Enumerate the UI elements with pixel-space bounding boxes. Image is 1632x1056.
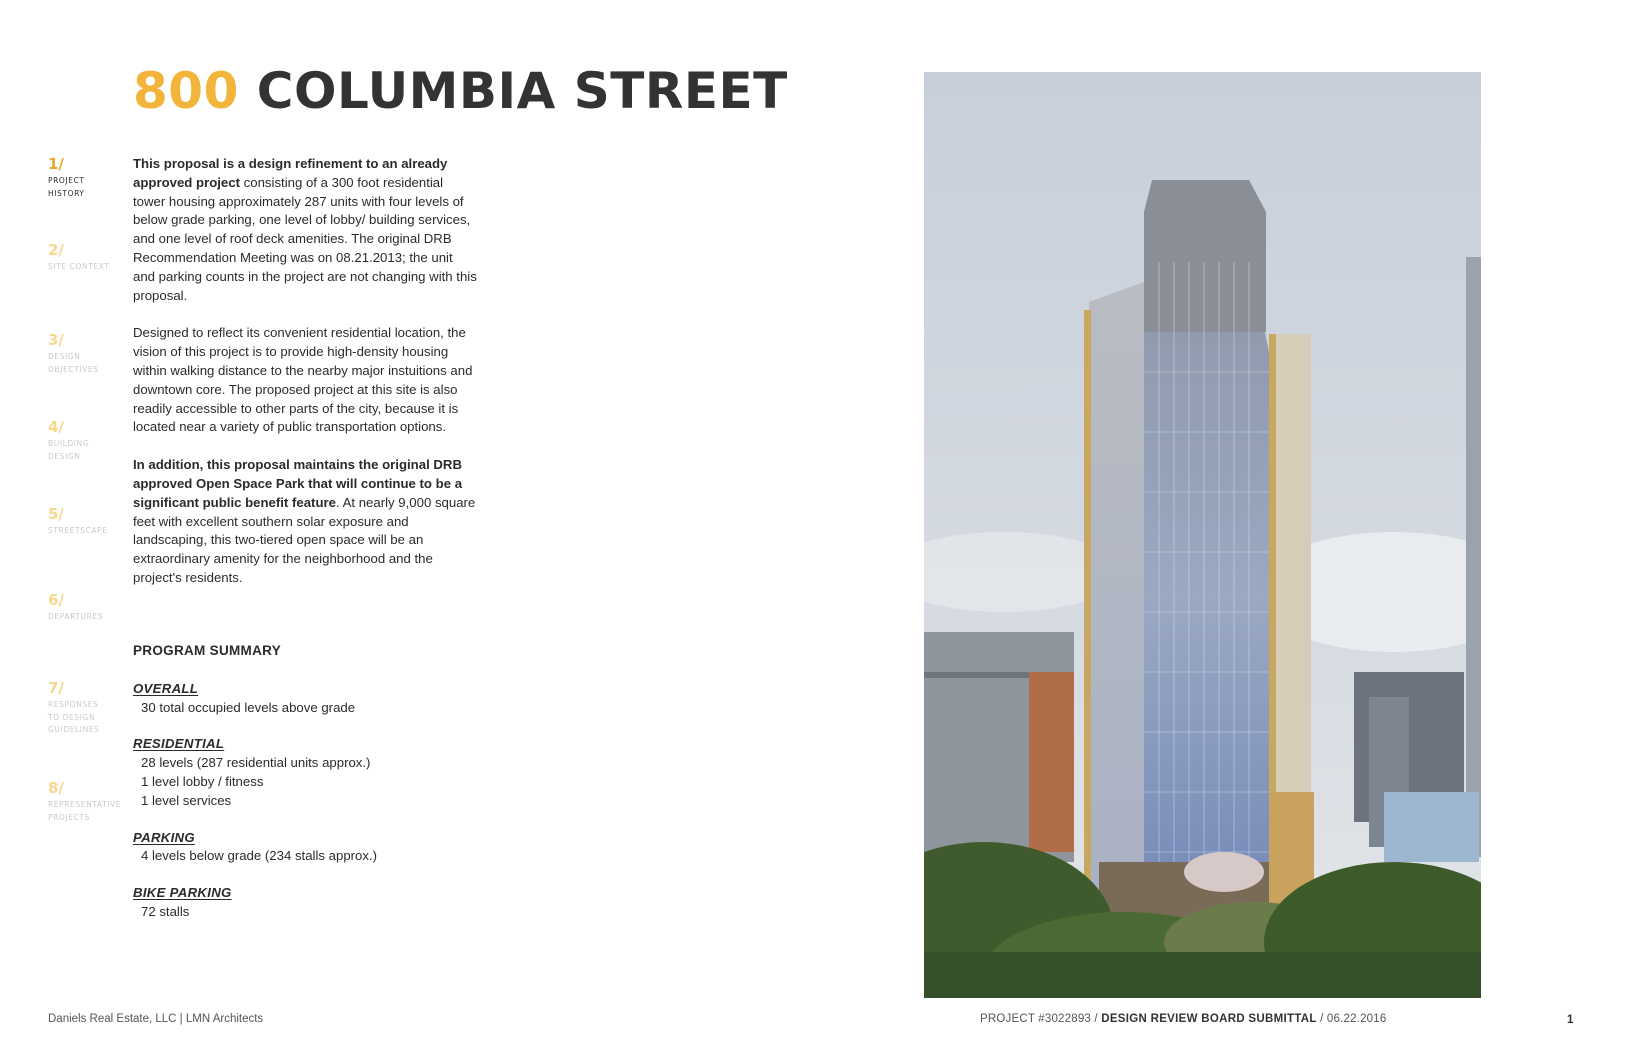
nav-item-project-history[interactable]	[48, 156, 128, 200]
footer-separator: /	[1316, 1013, 1327, 1025]
title-street: COLUMBIA STREET	[256, 62, 788, 120]
paragraph-lead: This proposal is a design refinement to an already approved project	[133, 156, 448, 190]
program-line: 4 levels below grade (234 stalls approx.)	[141, 848, 378, 864]
nav-number: 1/	[48, 155, 64, 173]
footer-project-info	[980, 1013, 1386, 1025]
nav-item-responses-to-design-guidelines[interactable]	[48, 680, 128, 737]
nav-label: PROJECT HISTORY	[48, 176, 85, 198]
nav-item-departures[interactable]	[48, 592, 128, 624]
program-section-overall	[133, 680, 478, 718]
program-section-heading: RESIDENTIAL	[133, 736, 225, 752]
nav-item-building-design[interactable]	[48, 419, 128, 463]
program-line: 28 levels (287 residential units approx.)	[141, 755, 371, 771]
program-section-parking	[133, 829, 478, 867]
body-text	[133, 155, 478, 607]
nav-number: 5/	[48, 505, 64, 523]
paragraph-open-space	[133, 456, 478, 588]
building-rendering	[924, 72, 1481, 998]
program-section-heading: OVERALL	[133, 680, 199, 696]
nav-label: DESIGN OBJECTIVES	[48, 352, 99, 374]
program-summary	[133, 642, 478, 940]
nav-number: 7/	[48, 679, 64, 697]
program-section-bike-parking	[133, 884, 478, 922]
nav-number: 3/	[48, 331, 64, 349]
nav-number: 6/	[48, 591, 64, 609]
program-line: 72 stalls	[141, 903, 190, 919]
nav-label: STREETSCAPE	[48, 526, 108, 535]
nav-label: REPRESENTATIVE PROJECTS	[48, 800, 122, 822]
nav-item-design-objectives[interactable]	[48, 332, 128, 376]
paragraph-lead: In addition, this proposal maintains the original DRB approved Open Space Park that will continue to be a significant public benefit feature	[133, 457, 463, 510]
program-section-residential	[133, 735, 478, 810]
nav-label: BUILDING DESIGN	[48, 439, 90, 461]
nav-number: 2/	[48, 241, 64, 259]
paragraph-vision	[133, 324, 478, 437]
title-number: 800	[133, 62, 239, 120]
footer-separator: /	[1091, 1013, 1102, 1025]
nav-number: 8/	[48, 779, 64, 797]
nav-label: RESPONSES TO DESIGN GUIDELINES	[48, 700, 100, 734]
program-line: 30 total occupied levels above grade	[141, 699, 356, 715]
paragraph-project-history	[133, 155, 478, 305]
footer-project-number: PROJECT #3022893	[980, 1013, 1092, 1025]
program-section-heading: PARKING	[133, 829, 195, 845]
nav-number: 4/	[48, 418, 64, 436]
page-title	[133, 62, 788, 120]
footer-submittal: DESIGN REVIEW BOARD SUBMITTAL	[1101, 1013, 1317, 1025]
nav-item-site-context[interactable]	[48, 242, 128, 274]
paragraph-text: Designed to reflect its convenient residential location, the vision of this project is to provide high-density housing within walking distance to the nearby major instuitions and downtown core. The proposed project at this site is also readily accessible to other parts of the city, because it is located near a variety of public transportation options.	[133, 325, 473, 435]
program-section-heading: BIKE PARKING	[133, 885, 232, 901]
nav-label: DEPARTURES	[48, 612, 104, 621]
program-line: 1 level lobby / fitness	[141, 773, 264, 789]
paragraph-text: consisting of a 300 foot residential tower housing approximately 287 units with four levels of below grade parking, one level of lobby/ building services, and one level of roof deck amenities. The original DRB Recommendation Meeting was on 08.21.2013; the unit and parking counts in the project are not changing with this proposal.	[133, 174, 477, 303]
program-summary-title: PROGRAM SUMMARY	[133, 643, 281, 658]
footer-date: 06.22.2016	[1326, 1013, 1387, 1025]
program-line: 1 level services	[141, 792, 232, 808]
nav-item-representative-projects[interactable]	[48, 780, 128, 824]
page-number: 1	[1567, 1014, 1574, 1026]
paragraph-text: . At nearly 9,000 square feet with excellent southern solar exposure and landscaping, this two-tiered open space will be an extraordinary amenity for the neighborhood and the project's residents.	[133, 494, 476, 585]
nav-item-streetscape[interactable]	[48, 506, 128, 538]
footer-credits: Daniels Real Estate, LLC | LMN Architects	[48, 1013, 264, 1025]
nav-label: SITE CONTEXT	[48, 262, 110, 271]
